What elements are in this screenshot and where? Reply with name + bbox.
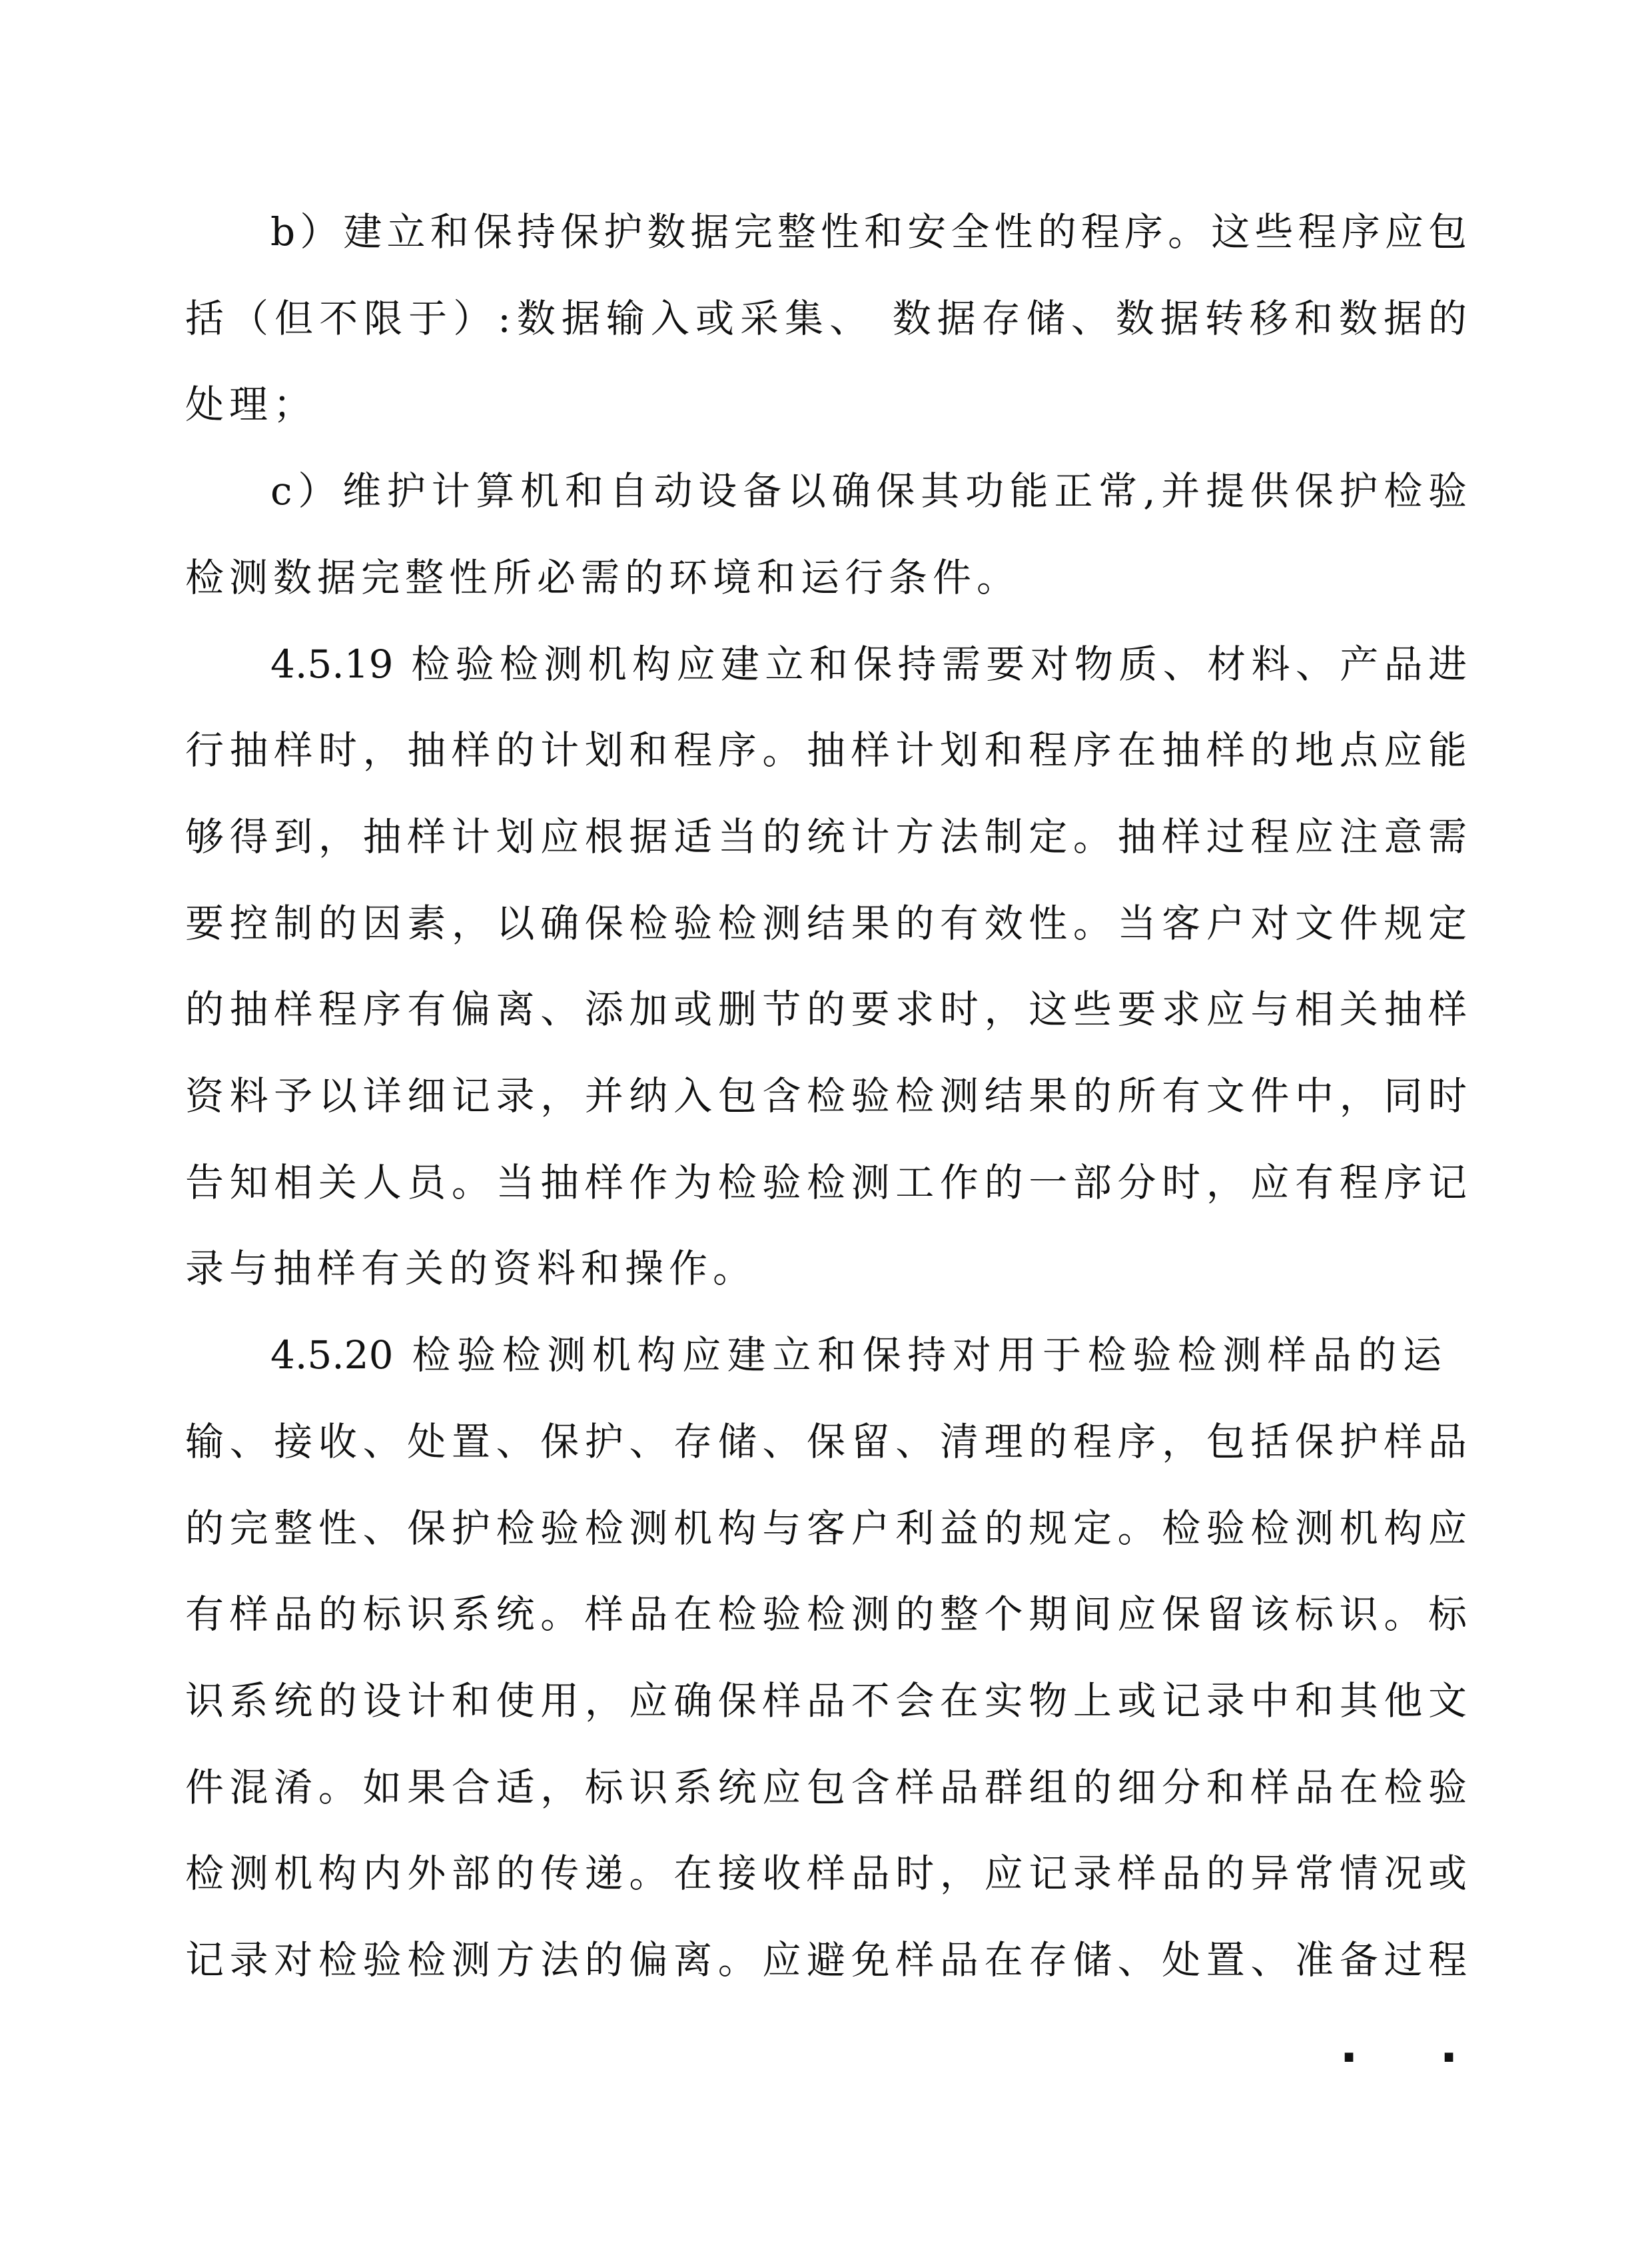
- paragraph-line: 录与抽样有关的资料和操作。: [185, 1246, 757, 1292]
- paragraph-line: b）建立和保持保护数据完整性和安全性的程序。这些程序应包: [270, 209, 1467, 254]
- paragraph-line: 记录对检验检测方法的偏离。应避免样品在存储、处置、准备过程: [185, 1937, 1467, 1983]
- paragraph-line: 括（但不限于）:数据输入或采集、 数据存储、数据转移和数据的: [185, 295, 1467, 341]
- paragraph-line: 有样品的标识系统。样品在检验检测的整个期间应保留该标识。标: [185, 1591, 1467, 1637]
- paragraph-line: 要控制的因素，以确保检验检测结果的有效性。当客户对文件规定: [185, 900, 1467, 946]
- paragraph-line: 4.5.19 检验检测机构应建立和保持需要对物质、材料、产品进: [270, 641, 1467, 687]
- paragraph-line: 识系统的设计和使用，应确保样品不会在实物上或记录中和其他文: [185, 1677, 1467, 1723]
- paragraph-line: 够得到，抽样计划应根据适当的统计方法制定。抽样过程应注意需: [185, 813, 1467, 859]
- paragraph-line: 4.5.20 检验检测机构应建立和保持对用于检验检测样品的运: [270, 1332, 1442, 1378]
- paragraph-line: 行抽样时，抽样的计划和程序。抽样计划和程序在抽样的地点应能: [185, 727, 1467, 773]
- paragraph-line: 资料予以详细记录，并纳入包含检验检测结果的所有文件中，同时: [185, 1073, 1467, 1119]
- paragraph-line: 检测机构内外部的传递。在接收样品时，应记录样品的异常情况或: [185, 1851, 1467, 1897]
- page-mark-dot: .: [1440, 2017, 1458, 2073]
- paragraph-line: 输、接收、处置、保护、存储、保留、清理的程序，包括保护样品: [185, 1418, 1467, 1464]
- paragraph-line: 处理；: [185, 382, 318, 428]
- paragraph-line: 件混淆。如果合适，标识系统应包含样品群组的细分和样品在检验: [185, 1764, 1467, 1810]
- page-mark-dot: .: [1340, 2017, 1358, 2073]
- paragraph-line: 的抽样程序有偏离、添加或删节的要求时，这些要求应与相关抽样: [185, 987, 1467, 1033]
- paragraph-line: 告知相关人员。当抽样作为检验检测工作的一部分时，应有程序记: [185, 1159, 1467, 1205]
- paragraph-line: 检测数据完整性所必需的环境和运行条件。: [185, 554, 1021, 600]
- paragraph-line: c）维护计算机和自动设备以确保其功能正常,并提供保护检验: [270, 468, 1467, 514]
- paragraph-line: 的完整性、保护检验检测机构与客户利益的规定。检验检测机构应: [185, 1505, 1467, 1551]
